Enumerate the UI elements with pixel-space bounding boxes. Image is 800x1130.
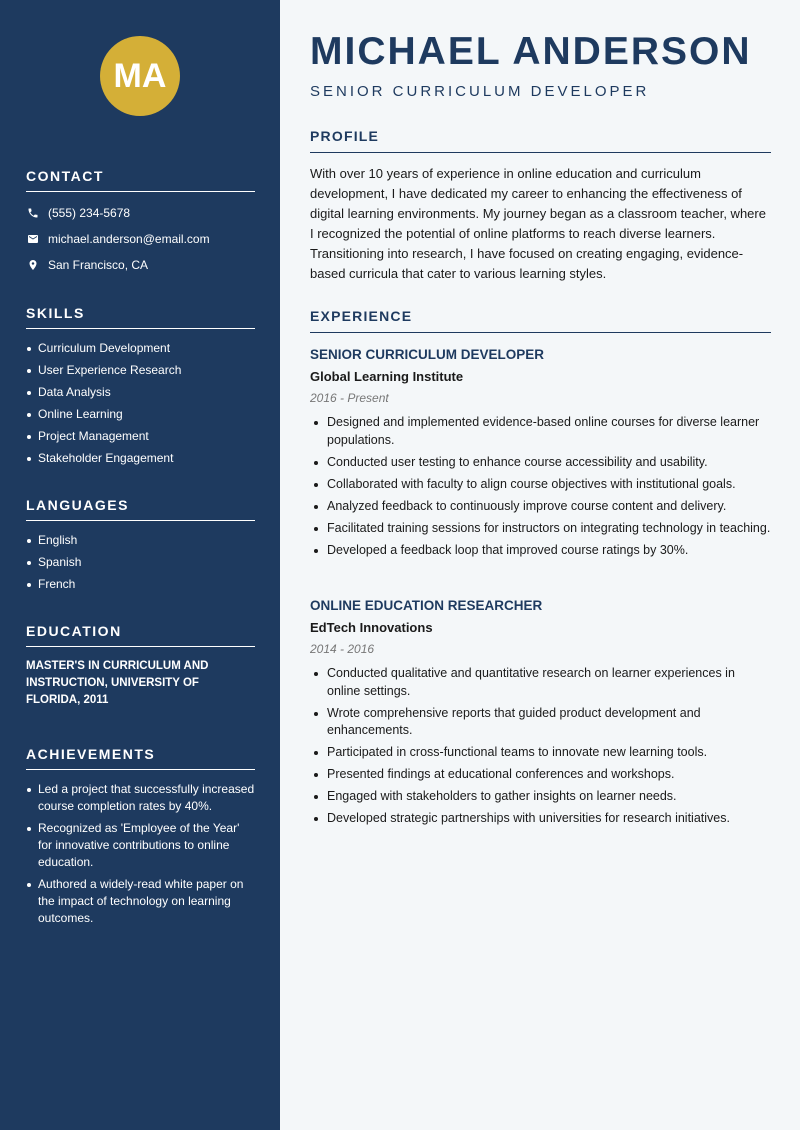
sidebar bbox=[0, 0, 280, 1130]
job-bullet: Conducted user testing to enhance course accessibility and usability. bbox=[310, 454, 771, 472]
achievement-item: Recognized as 'Employee of the Year' for innovative contributions to online education. bbox=[26, 820, 255, 871]
contact-heading: CONTACT bbox=[26, 168, 255, 192]
achievements-heading: ACHIEVEMENTS bbox=[26, 746, 255, 770]
job-bullet: Presented findings at educational conferences and workshops. bbox=[310, 766, 771, 784]
job-dates: 2014 - 2016 bbox=[310, 642, 375, 656]
job-bullet: Participated in cross-functional teams to innovate new learning tools. bbox=[310, 744, 771, 762]
job-company: Global Learning Institute bbox=[310, 369, 464, 384]
achievement-item: Led a project that successfully increased course completion rates by 40%. bbox=[26, 781, 255, 815]
job-bullet: Developed a feedback loop that improved course ratings by 30%. bbox=[310, 542, 771, 560]
profile-heading: PROFILE bbox=[310, 128, 771, 153]
email-text: michael.anderson@email.com bbox=[48, 231, 210, 246]
skill-item: Curriculum Development bbox=[26, 340, 255, 357]
education-section bbox=[26, 623, 255, 709]
job-bullets bbox=[310, 665, 771, 828]
achievements-list bbox=[26, 781, 255, 927]
language-item: English bbox=[26, 532, 255, 549]
avatar: MA bbox=[100, 36, 180, 116]
job-bullet: Conducted qualitative and quantitative research on learner experiences in online settings. bbox=[310, 665, 771, 700]
education-heading: EDUCATION bbox=[26, 623, 255, 647]
experience-heading: EXPERIENCE bbox=[310, 308, 771, 333]
experience-section bbox=[310, 308, 771, 333]
languages-list bbox=[26, 532, 255, 593]
skill-item: Stakeholder Engagement bbox=[26, 450, 255, 467]
candidate-title: SENIOR CURRICULUM DEVELOPER bbox=[310, 83, 650, 100]
profile-section bbox=[310, 128, 771, 284]
location-pin-icon bbox=[26, 258, 40, 272]
job-bullet: Analyzed feedback to continuously improve course content and delivery. bbox=[310, 498, 771, 516]
language-item: French bbox=[26, 576, 255, 593]
job-title: ONLINE EDUCATION RESEARCHER bbox=[310, 598, 543, 613]
phone-icon bbox=[26, 206, 40, 220]
achievement-item: Authored a widely-read white paper on the impact of technology on learning outcomes. bbox=[26, 876, 255, 927]
profile-text: With over 10 years of experience in online education and curriculum development, I have dedicated my career to enhancing the effectiveness of digital learning environments. My journey began as a classroom teacher, where I recognized the potential of online platforms to reach diverse learners. Transitioning into research, I have focused on creating engaging, evidence-based curricula that cater to various learning styles. bbox=[310, 166, 766, 281]
job-bullet: Facilitated training sessions for instructors on integrating technology in teaching. bbox=[310, 520, 771, 538]
job-dates: 2016 - Present bbox=[310, 391, 389, 405]
education-entry: MASTER'S IN CURRICULUM AND INSTRUCTION, UNIVERSITY OF FLORIDA, 2011 bbox=[26, 660, 209, 706]
candidate-name: MICHAEL ANDERSON bbox=[310, 30, 752, 73]
job-bullets bbox=[310, 414, 771, 559]
job-bullet: Wrote comprehensive reports that guided product development and enhancements. bbox=[310, 705, 771, 740]
contact-phone[interactable] bbox=[26, 204, 255, 221]
job-bullet: Collaborated with faculty to align course objectives with institutional goals. bbox=[310, 476, 771, 494]
skill-item: Data Analysis bbox=[26, 384, 255, 401]
job-company: EdTech Innovations bbox=[310, 620, 433, 635]
email-icon bbox=[26, 232, 40, 246]
skill-item: Project Management bbox=[26, 428, 255, 445]
contact-email[interactable] bbox=[26, 230, 255, 247]
skills-heading: SKILLS bbox=[26, 305, 255, 329]
contact-location bbox=[26, 256, 255, 273]
contact-section bbox=[26, 168, 255, 273]
job-bullet: Engaged with stakeholders to gather insights on learner needs. bbox=[310, 788, 771, 806]
skill-item: User Experience Research bbox=[26, 362, 255, 379]
achievements-section bbox=[26, 746, 255, 932]
job-bullet: Designed and implemented evidence-based online courses for diverse learner populations. bbox=[310, 414, 771, 449]
skills-list bbox=[26, 340, 255, 467]
skills-section bbox=[26, 305, 255, 472]
job-entry bbox=[310, 347, 771, 564]
job-entry bbox=[310, 598, 771, 832]
phone-text: (555) 234-5678 bbox=[48, 205, 131, 220]
job-bullet: Developed strategic partnerships with universities for research initiatives. bbox=[310, 810, 771, 828]
languages-section bbox=[26, 497, 255, 598]
languages-heading: LANGUAGES bbox=[26, 497, 255, 521]
job-title: SENIOR CURRICULUM DEVELOPER bbox=[310, 347, 545, 362]
skill-item: Online Learning bbox=[26, 406, 255, 423]
location-text: San Francisco, CA bbox=[48, 257, 149, 272]
language-item: Spanish bbox=[26, 554, 255, 571]
